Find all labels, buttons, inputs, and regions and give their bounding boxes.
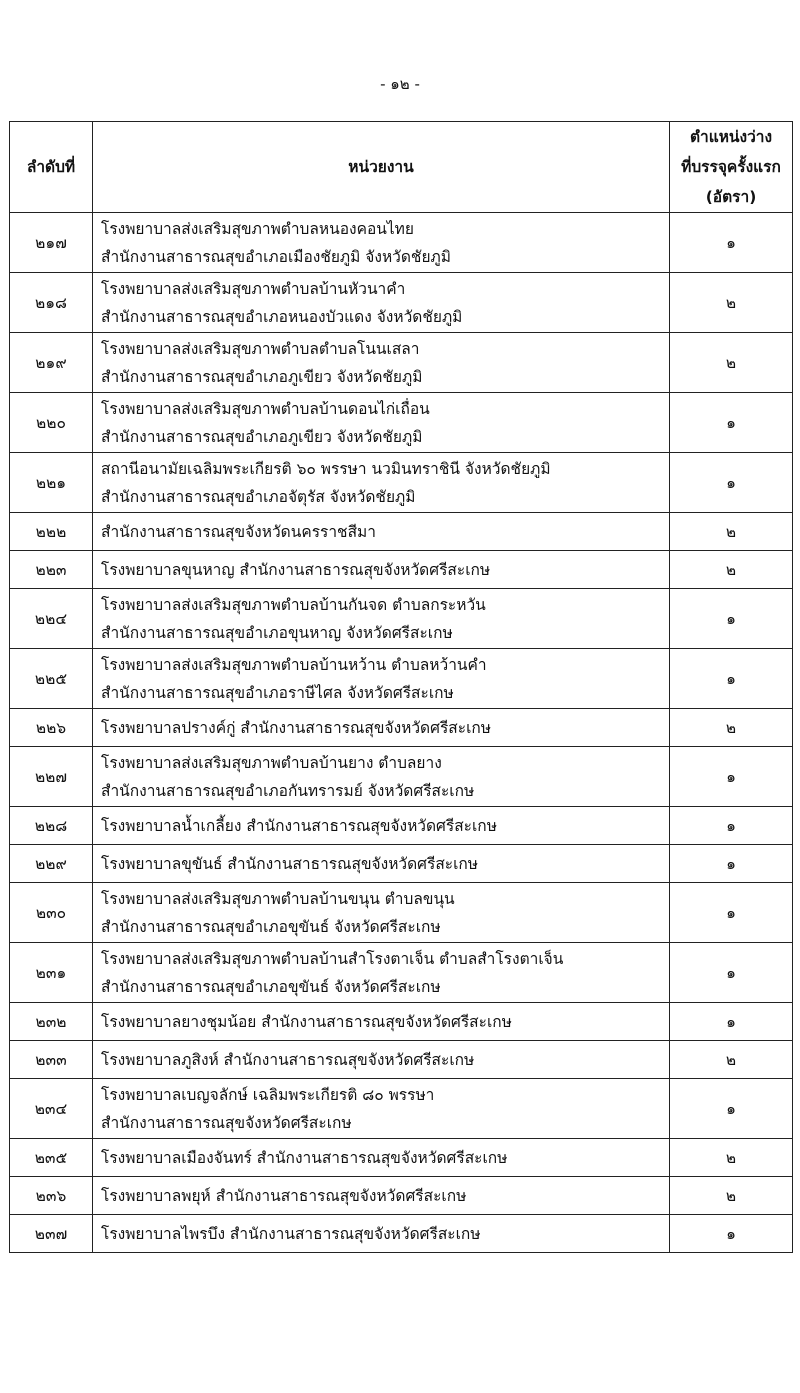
row-positions: ๒ (670, 333, 793, 393)
row-unit (93, 1079, 670, 1139)
row-number: ๒๒๗ (10, 747, 93, 807)
row-unit (93, 273, 670, 333)
row-unit-line: โรงพยาบาลส่งเสริมสุขภาพตำบลบ้านหว้าน ตำบลหว้านคำ (101, 655, 487, 674)
row-unit-line: สำนักงานสาธารณสุขอำเภอภูเขียว จังหวัดชัยภูมิ (101, 367, 423, 386)
table-row (10, 747, 793, 807)
vacancy-table (9, 121, 793, 1253)
row-unit-line: สถานีอนามัยเฉลิมพระเกียรติ ๖๐ พรรษา นวมินทราชินี จังหวัดชัยภูมิ (101, 459, 551, 478)
row-unit-line: โรงพยาบาลส่งเสริมสุขภาพตำบลบ้านกันจด ตำบลกระหวัน (101, 595, 486, 614)
table-row (10, 213, 793, 273)
row-unit-line: สำนักงานสาธารณสุขอำเภอขุขันธ์ จังหวัดศรีสะเกษ (101, 977, 441, 996)
row-number: ๒๒๒ (10, 513, 93, 551)
table-row (10, 709, 793, 747)
table-row (10, 1041, 793, 1079)
row-unit-line: โรงพยาบาลเบญจลักษ์ เฉลิมพระเกียรติ ๘๐ พรรษา (101, 1085, 435, 1104)
row-unit-line: สำนักงานสาธารณสุขอำเภอหนองบัวแดง จังหวัดชัยภูมิ (101, 307, 463, 326)
row-positions: ๑ (670, 747, 793, 807)
table-row (10, 273, 793, 333)
row-number: ๒๑๘ (10, 273, 93, 333)
row-unit (93, 1139, 670, 1177)
row-unit-line: โรงพยาบาลขุขันธ์ สำนักงานสาธารณสุขจังหวัดศรีสะเกษ (101, 854, 479, 873)
row-unit (93, 649, 670, 709)
row-positions: ๒ (670, 551, 793, 589)
row-unit-line: สำนักงานสาธารณสุขอำเภอภูเขียว จังหวัดชัยภูมิ (101, 427, 423, 446)
row-unit-line: โรงพยาบาลเมืองจันทร์ สำนักงานสาธารณสุขจังหวัดศรีสะเกษ (101, 1148, 508, 1167)
row-unit-line: โรงพยาบาลส่งเสริมสุขภาพตำบลบ้านยาง ตำบลยาง (101, 753, 442, 772)
row-unit-line: สำนักงานสาธารณสุขอำเภอขุนหาญ จังหวัดศรีสะเกษ (101, 623, 453, 642)
row-unit-line: สำนักงานสาธารณสุขจังหวัดศรีสะเกษ (101, 1113, 352, 1132)
header-order: ลำดับที่ (10, 122, 93, 213)
row-unit-line: โรงพยาบาลปรางค์กู่ สำนักงานสาธารณสุขจังหวัดศรีสะเกษ (101, 718, 491, 737)
row-number: ๒๒๑ (10, 453, 93, 513)
row-positions: ๑ (670, 807, 793, 845)
row-number: ๒๒๕ (10, 649, 93, 709)
row-number: ๒๓๕ (10, 1139, 93, 1177)
row-number: ๒๒๘ (10, 807, 93, 845)
row-unit (93, 393, 670, 453)
row-unit-line: สำนักงานสาธารณสุขอำเภอราษีไศล จังหวัดศรีสะเกษ (101, 683, 454, 702)
row-unit (93, 883, 670, 943)
row-number: ๒๒๙ (10, 845, 93, 883)
table-row (10, 551, 793, 589)
table-header-row (10, 122, 793, 213)
row-unit (93, 747, 670, 807)
row-unit (93, 453, 670, 513)
header-positions-line: (อัตรา) (705, 188, 757, 206)
table-row (10, 845, 793, 883)
row-unit-line: โรงพยาบาลส่งเสริมสุขภาพตำบลหนองคอนไทย (101, 219, 414, 238)
table-row (10, 807, 793, 845)
row-positions: ๑ (670, 1003, 793, 1041)
row-unit-line: สำนักงานสาธารณสุขอำเภอเมืองชัยภูมิ จังหวัดชัยภูมิ (101, 247, 451, 266)
table-row (10, 649, 793, 709)
header-positions-line: ที่บรรจุครั้งแรก (681, 158, 781, 176)
row-unit-line: โรงพยาบาลภูสิงห์ สำนักงานสาธารณสุขจังหวัดศรีสะเกษ (101, 1050, 475, 1069)
row-positions: ๑ (670, 393, 793, 453)
row-number: ๒๓๒ (10, 1003, 93, 1041)
row-number: ๒๓๐ (10, 883, 93, 943)
row-number: ๒๒๓ (10, 551, 93, 589)
row-unit-line: สำนักงานสาธารณสุขอำเภอจัตุรัส จังหวัดชัยภูมิ (101, 487, 416, 506)
row-unit (93, 513, 670, 551)
row-number: ๒๓๖ (10, 1177, 93, 1215)
row-positions: ๑ (670, 883, 793, 943)
table-row (10, 1079, 793, 1139)
row-positions: ๒ (670, 513, 793, 551)
row-unit (93, 1215, 670, 1253)
row-unit (93, 589, 670, 649)
row-number: ๒๓๗ (10, 1215, 93, 1253)
row-unit-line: สำนักงานสาธารณสุขจังหวัดนครราชสีมา (101, 522, 376, 541)
row-unit-line: โรงพยาบาลขุนหาญ สำนักงานสาธารณสุขจังหวัดศรีสะเกษ (101, 560, 491, 579)
row-unit (93, 709, 670, 747)
row-unit (93, 551, 670, 589)
table-row (10, 883, 793, 943)
table-row (10, 1139, 793, 1177)
row-unit-line: สำนักงานสาธารณสุขอำเภอขุขันธ์ จังหวัดศรีสะเกษ (101, 917, 441, 936)
row-number: ๒๓๓ (10, 1041, 93, 1079)
header-positions-line: ตำแหน่งว่าง (689, 128, 773, 146)
row-positions: ๒ (670, 273, 793, 333)
table-row (10, 1177, 793, 1215)
row-positions: ๑ (670, 589, 793, 649)
row-unit (93, 213, 670, 273)
row-unit-line: โรงพยาบาลส่งเสริมสุขภาพตำบลตำบลโนนเสลา (101, 339, 420, 358)
table-row (10, 1003, 793, 1041)
table-row (10, 453, 793, 513)
header-unit: หน่วยงาน (93, 122, 670, 213)
page-number: - ๑๒ - (380, 75, 420, 93)
row-unit-line: โรงพยาบาลพยุห์ สำนักงานสาธารณสุขจังหวัดศรีสะเกษ (101, 1186, 467, 1205)
row-number: ๒๒๐ (10, 393, 93, 453)
row-number: ๒๑๗ (10, 213, 93, 273)
row-unit-line: โรงพยาบาลส่งเสริมสุขภาพตำบลบ้านขนุน ตำบลขนุน (101, 889, 455, 908)
row-positions: ๒ (670, 709, 793, 747)
header-positions (670, 122, 793, 213)
table-row (10, 513, 793, 551)
row-unit (93, 1041, 670, 1079)
table-row (10, 1215, 793, 1253)
row-unit-line: โรงพยาบาลน้ำเกลี้ยง สำนักงานสาธารณสุขจังหวัดศรีสะเกษ (101, 816, 497, 835)
row-unit (93, 1003, 670, 1041)
row-positions: ๑ (670, 1215, 793, 1253)
row-unit (93, 807, 670, 845)
row-unit-line: โรงพยาบาลยางชุมน้อย สำนักงานสาธารณสุขจังหวัดศรีสะเกษ (101, 1012, 512, 1031)
row-positions: ๑ (670, 649, 793, 709)
row-positions: ๒ (670, 1139, 793, 1177)
table-row (10, 589, 793, 649)
row-positions: ๒ (670, 1177, 793, 1215)
row-unit-line: สำนักงานสาธารณสุขอำเภอกันทรารมย์ จังหวัดศรีสะเกษ (101, 781, 475, 800)
row-unit-line: โรงพยาบาลไพรบึง สำนักงานสาธารณสุขจังหวัดศรีสะเกษ (101, 1224, 481, 1243)
row-unit-line: โรงพยาบาลส่งเสริมสุขภาพตำบลบ้านดอนไก่เถื่อน (101, 399, 430, 418)
row-positions: ๑ (670, 943, 793, 1003)
table-body (10, 213, 793, 1253)
row-positions: ๑ (670, 1079, 793, 1139)
row-unit-line: โรงพยาบาลส่งเสริมสุขภาพตำบลบ้านสำโรงตาเจ็น ตำบลสำโรงตาเจ็น (101, 949, 564, 968)
table-row (10, 333, 793, 393)
row-unit (93, 1177, 670, 1215)
row-number: ๒๓๑ (10, 943, 93, 1003)
row-unit (93, 845, 670, 883)
row-positions: ๑ (670, 213, 793, 273)
row-positions: ๑ (670, 845, 793, 883)
row-number: ๒๒๔ (10, 589, 93, 649)
row-number: ๒๒๖ (10, 709, 93, 747)
row-positions: ๒ (670, 1041, 793, 1079)
table-row (10, 943, 793, 1003)
table-row (10, 393, 793, 453)
row-number: ๒๑๙ (10, 333, 93, 393)
row-unit (93, 333, 670, 393)
row-positions: ๑ (670, 453, 793, 513)
row-unit-line: โรงพยาบาลส่งเสริมสุขภาพตำบลบ้านหัวนาคำ (101, 279, 406, 298)
row-unit (93, 943, 670, 1003)
row-number: ๒๓๔ (10, 1079, 93, 1139)
